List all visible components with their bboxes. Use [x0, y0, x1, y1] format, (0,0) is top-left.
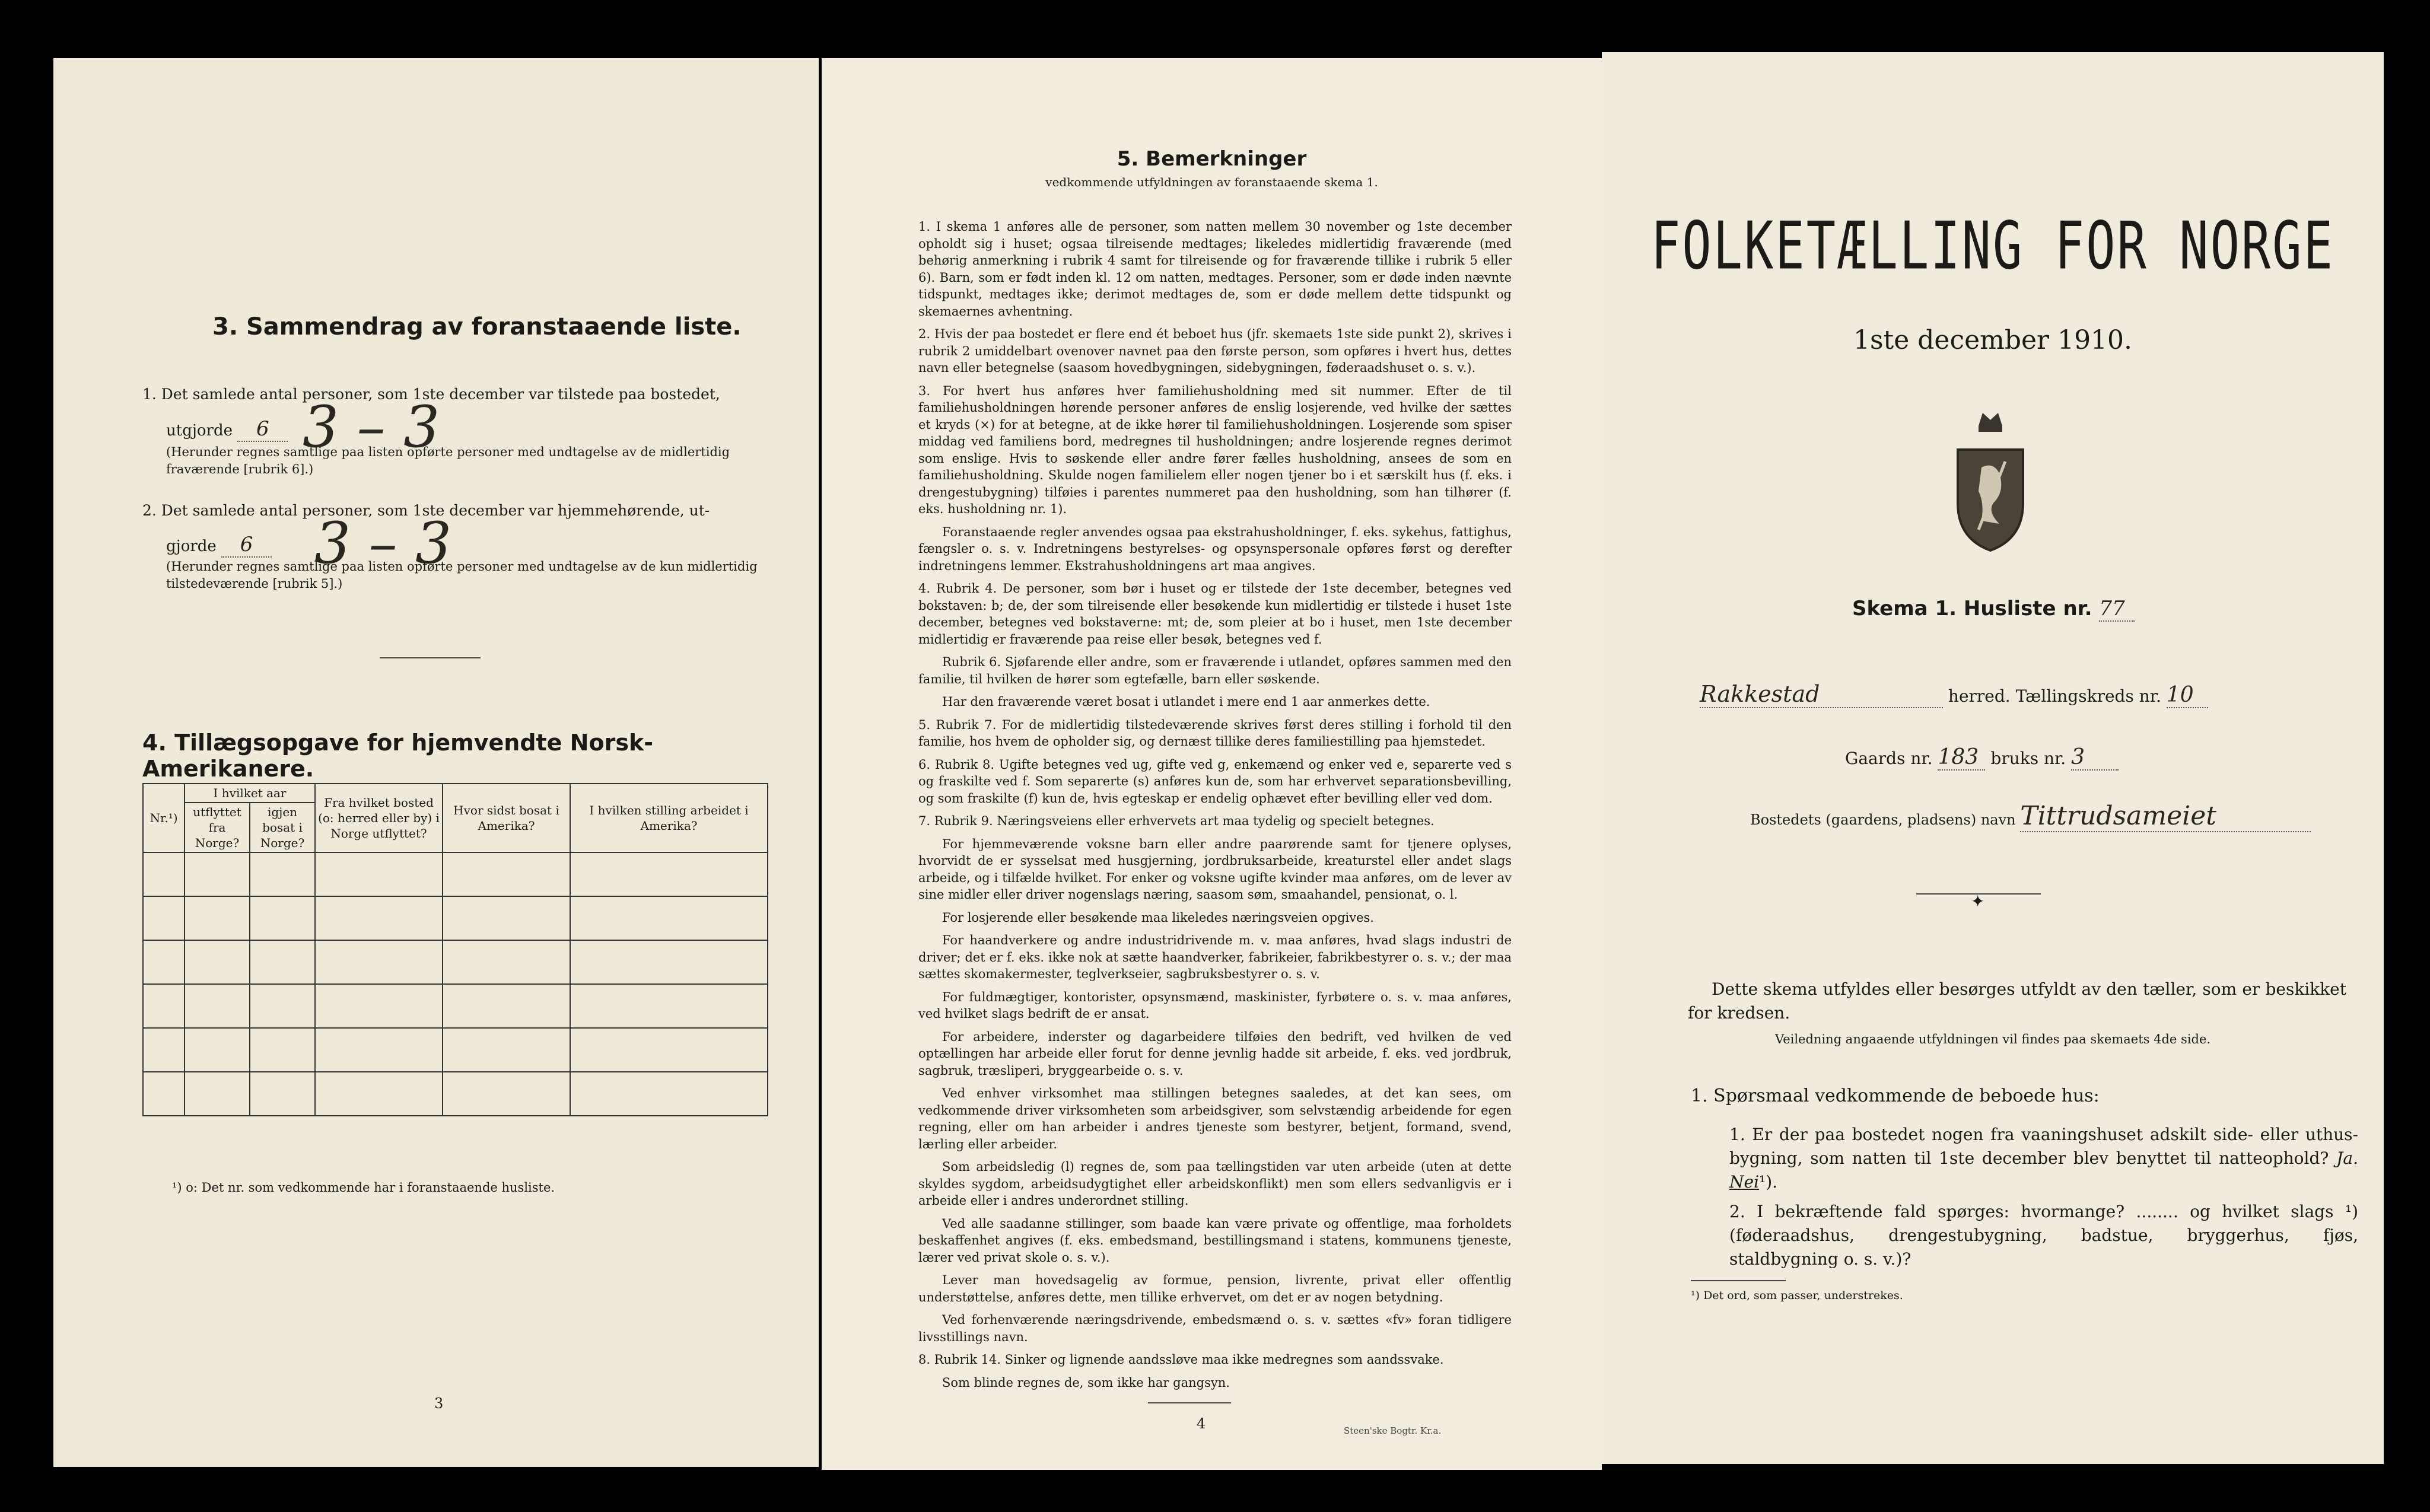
item-2-lead: gjorde 6 [166, 533, 272, 558]
item-1-value: 6 [237, 417, 288, 442]
item-2-text: 2. Det samlede antal personer, som 1ste december var hjemmehørende, ut- [142, 502, 710, 519]
item-1-note: (Herunder regnes samtlige paa listen opførte personer med undtagelse av de midlertidig fraværende [rubrik 6].) [166, 445, 730, 476]
section-4-title: 4. Tillægsopgave for hjemvendte Norsk-Amerikanere. [142, 730, 653, 782]
remark-paragraph: 1. I skema 1 anføres alle de personer, som natten mellem 30 november og 1ste december opholdt sig i huset; ogsaa tilreisende medtages; likeledes midlertidig fraværende (med behørig anmerkning i rubrik 4 samt for tilreisende og for fraværende tillike i rubrik 5 eller 6). Barn, som er født inden kl. 12 om natten, medtages. Personer, som er døde inden nævnte tidspunkt, medtages ikke; derimot medtages de, som er døde mellem dette tidspunkt og skemaernes avhentning. [918, 219, 1512, 319]
gaards-line: Gaards nr. 183 bruks nr. 3 [1845, 745, 2119, 771]
item-1-text: 1. Det samlede antal personer, som 1ste december var tilstede paa bostedet, [142, 386, 720, 403]
remark-paragraph: Har den fraværende været bosat i utlandet i mere end 1 aar anmerkes dette. [942, 695, 1430, 709]
col-igjen: igjen bosat i Norge? [250, 803, 315, 852]
table-row [143, 1028, 768, 1072]
coat-of-arms-icon [1946, 402, 2035, 556]
item-2-value: 6 [221, 533, 272, 558]
page-number-4: 4 [1197, 1415, 1206, 1432]
right-footnote: ¹) Det ord, som passer, understrekes. [1691, 1289, 1903, 1302]
husliste-nr: 77 [2099, 597, 2135, 622]
remark-paragraph: 8. Rubrik 14. Sinker og lignende aandssløve maa ikke medregnes som aandssvake. [918, 1352, 1444, 1367]
bruks-value: 3 [2071, 745, 2119, 771]
remark-paragraph: 3. For hvert hus anføres hver familiehusholdning med sit nummer. Efter de til familiehusholdningen hørende personer anføres de enslig losjerende, ved hvilke der sættes et kryds (×) for at betegne, at de ikke hører til familiehusholdningen. Losjerende som spiser middag ved familiens bord, medregnes til husholdningen; andre losjerende regnes derimot som enslige. Hvis to søskende eller andre fører fælles husholdning, ansees de som en familiehusholdning. Skulde nogen familielem eller nogen tjener bo i et særskilt hus (f. eks. i drengestubygning) tilføies i parentes nummeret paa den husholdning, som han tilhører (f. eks. husholdning nr. 1). [918, 383, 1512, 516]
col-nr: Nr.¹) [143, 784, 185, 852]
remark-paragraph: 5. Rubrik 7. For de midlertidig tilstedeværende skrives først deres stilling i forhold til den familie, hos hvem de opholder sig, og dernæst tillike deres familiestilling paa hjemstedet. [918, 717, 1512, 749]
col-stilling: I hvilken stilling arbeidet i Amerika? [570, 784, 768, 852]
col-group-aar: I hvilket aar [185, 784, 315, 803]
remark-paragraph: Ved enhver virksomhet maa stillingen betegnes saaledes, at det kan sees, om vedkommende driver virksomheten som arbeidsgiver, som selvstændig arbeidende for egen regning, eller om han arbeider i andres tjeneste som bestyrer, betjent, formand, svend, lærling eller arbeider. [918, 1086, 1512, 1151]
census-date: 1ste december 1910. [1853, 325, 2133, 355]
page-middle [822, 58, 1602, 1470]
bemerkninger-title: 5. Bemerkninger [1117, 147, 1307, 171]
gaards-value: 183 [1938, 745, 1985, 771]
table-row [143, 940, 768, 984]
option-nei: Nei [1729, 1172, 1760, 1192]
section-3-title: 3. Sammendrag av foranstaaende liste. [212, 313, 742, 340]
question-1: 1. Er der paa bostedet nogen fra vaaningshuset adskilt side- eller uthus-bygning, som natten til 1ste december blev benyttet til natteophold? Ja. Nei¹). [1729, 1125, 2358, 1192]
table-row [143, 984, 768, 1028]
bemerkninger-subtitle: vedkommende utfyldningen av foranstaaende skema 1. [1045, 175, 1378, 189]
remark-paragraph: For fuldmægtiger, kontorister, opsynsmænd, maskinister, fyrbøtere o. s. v. maa anføres, ved hvilket slags bedrift de er ansat. [918, 989, 1512, 1021]
norsk-amerikanere-table [142, 783, 768, 1116]
remark-paragraph: 4. Rubrik 4. De personer, som bør i huset og er tilstede der 1ste december, betegnes ved bokstaven: b; de, der som tilreisende eller besøkende kun midlertidig er tilstede i huset 1ste december, betegnes ved bokstaverne: mt; de, som pleier at bo i huset, men 1ste december midlertidig er fraværende paa reise eller besøk, betegnes ved f. [918, 581, 1512, 647]
table-footnote: ¹) o: Det nr. som vedkommende har i foranstaaende husliste. [172, 1180, 555, 1195]
table-row [143, 852, 768, 896]
remark-paragraph: Som arbeidsledig (l) regnes de, som paa tællingstiden var uten arbeide (uten at dette skyldes sygdom, arbeidsudygtighet eller arbeidskonflikt) men som ellers sedvanligvis er i arbeide eller i andres underordnet stilling. [918, 1160, 1512, 1208]
remark-paragraph: 6. Rubrik 8. Ugifte betegnes ved ug, gifte ved g, enkemænd og enker ved e, separerte ved s og fraskilte ved f. Som separerte (s) anføres kun de, som har erhvervet separationsbevilling, og som fraskilte (f) kun de, hvis egteskap er endelig ophævet efter bevilling eller ved dom. [918, 757, 1512, 806]
remark-paragraph: Som blinde regnes de, som ikke har gangsyn. [942, 1375, 1230, 1390]
item-1-handwriting: 3 – 3 [303, 394, 440, 460]
main-title: FOLKETÆLLING FOR NORGE [1650, 208, 2335, 285]
page-right [1602, 52, 2384, 1464]
col-utflyttet: utflyttet fra Norge? [185, 803, 250, 852]
item-2-handwriting: 3 – 3 [314, 510, 452, 577]
remark-paragraph: Ved forhenværende næringsdrivende, embedsmænd o. s. v. sættes «fv» foran tidligere livsstillings navn. [918, 1313, 1512, 1344]
remark-paragraph: 2. Hvis der paa bostedet er flere end ét beboet hus (jfr. skemaets 1ste side punkt 2), skrives i rubrik 2 umiddelbart ovenover navnet paa den første person, som opføres i hvert hus, dettes navn eller betegnelse (saasom hovedbygningen, sidebygningen, føderaadshuset o. s. v.). [918, 327, 1512, 375]
question-heading: 1. Spørsmaal vedkommende de beboede hus: [1691, 1086, 2100, 1106]
remark-paragraph: Foranstaaende regler anvendes ogsaa paa ekstrahusholdninger, f. eks. sykehus, fattighus, fængsler o. s. v. Indretningens bestyrelses- og opsynspersonale opføres først og derefter indretningens lemmer. Ekstrahusholdningens art maa angives. [918, 524, 1512, 573]
remark-paragraph: 7. Rubrik 9. Næringsveiens eller erhvervets art maa tydelig og specielt betegnes. [918, 814, 1435, 828]
bemerkninger-list [918, 218, 1512, 1393]
divider [1148, 1402, 1231, 1403]
remark-paragraph: Rubrik 6. Sjøfarende eller andre, som er fraværende i utlandet, opføres sammen med den familie, til hvilken de hører som egtefælle, barn eller søskende. [918, 655, 1512, 686]
remark-paragraph: For hjemmeværende voksne barn eller andre paarørende samt for tjenere oplyses, hvorvidt de er sysselsat med husgjerning, jordbruksarbeide, kreaturstel eller andet slags arbeide, og i tilfælde hvilket. For enker og voksne ugifte kvinder maa anføres, om de lever av sine midler eller driver nogenslags næring, saasom søm, smaahandel, pensionat, o. l. [918, 836, 1512, 902]
ornament-icon: ✦ [1971, 892, 1985, 911]
schema-label: Skema 1. Husliste nr. 77 [1852, 597, 2135, 622]
question-2: 2. I bekræftende fald spørges: hvormange? ........ og hvilket slags ¹) (føderaadshus, drengestubygning, badstue, bryggerhus, fjøs, staldbygning o. s. v.)? [1729, 1202, 2358, 1269]
page-left [53, 58, 819, 1467]
col-fra: Fra hvilket bosted (o: herred eller by) i Norge utflyttet? [315, 784, 443, 852]
remark-paragraph: Lever man hovedsagelig av formue, pension, livrente, privat eller offentlig understøttelse, anføres dette, men tillike erhvervet, om det er av nogen betydning. [918, 1273, 1512, 1304]
table-row [143, 1072, 768, 1116]
item-1-lead: utgjorde 6 [166, 417, 288, 442]
remark-paragraph: For losjerende eller besøkende maa likeledes næringsveien opgives. [942, 910, 1374, 925]
table-row [143, 896, 768, 940]
herred-line: Rakkestad herred. Tællingskreds nr. 10 [1700, 681, 2208, 708]
option-ja: Ja. [2336, 1148, 2358, 1168]
bosted-value: Tittrudsameiet [2020, 801, 2311, 832]
col-hvor: Hvor sidst bosat i Amerika? [443, 784, 570, 852]
page-number-3: 3 [434, 1395, 444, 1412]
remark-paragraph: Ved alle saadanne stillinger, som baade kan være private og offentlige, maa forholdets beskaffenhet angives (f. eks. embedsmand, bestillingsmand i statens, kommunens tjeneste, lærer ved privat skole o. s. v.). [918, 1216, 1512, 1265]
remark-paragraph: For arbeidere, inderster og dagarbeidere tilføies den bedrift, ved hvilken de ved optællingen har arbeide eller forut for denne jevnlig hadde sit arbeide, f. eks. ved jordbruk, sagbruk, træsliperi, bryggearbeide o. s. v. [918, 1029, 1512, 1078]
herred-value: Rakkestad [1700, 681, 1943, 708]
bosted-line: Bostedets (gaardens, pladsens) navn Tittrudsameiet [1750, 801, 2311, 832]
remark-paragraph: For haandverkere og andre industridrivende m. v. maa anføres, hvad slags industri de driver; det er f. eks. ikke nok at sætte haandverker, fabrikeier, fabrikbestyrer o. s. v.; der maa sættes skomakermester, teglverkseier, sagbruksbestyrer o. s. v. [918, 933, 1512, 981]
instruction-text: Dette skema utfyldes eller besørges utfyldt av den tæller, som er beskikket for kredsen. [1688, 979, 2346, 1023]
printer-mark: Steen'ske Bogtr. Kr.a. [1344, 1425, 1442, 1436]
divider [1691, 1280, 1786, 1281]
guidance-text: Veiledning angaaende utfyldningen vil findes paa skemaets 4de side. [1774, 1032, 2211, 1046]
divider [380, 657, 481, 658]
kreds-value: 10 [2167, 683, 2208, 708]
item-2-note: (Herunder regnes samtlige paa listen opførte personer med undtagelse av de kun midlertidig tilstedeværende [rubrik 5].) [166, 559, 758, 591]
